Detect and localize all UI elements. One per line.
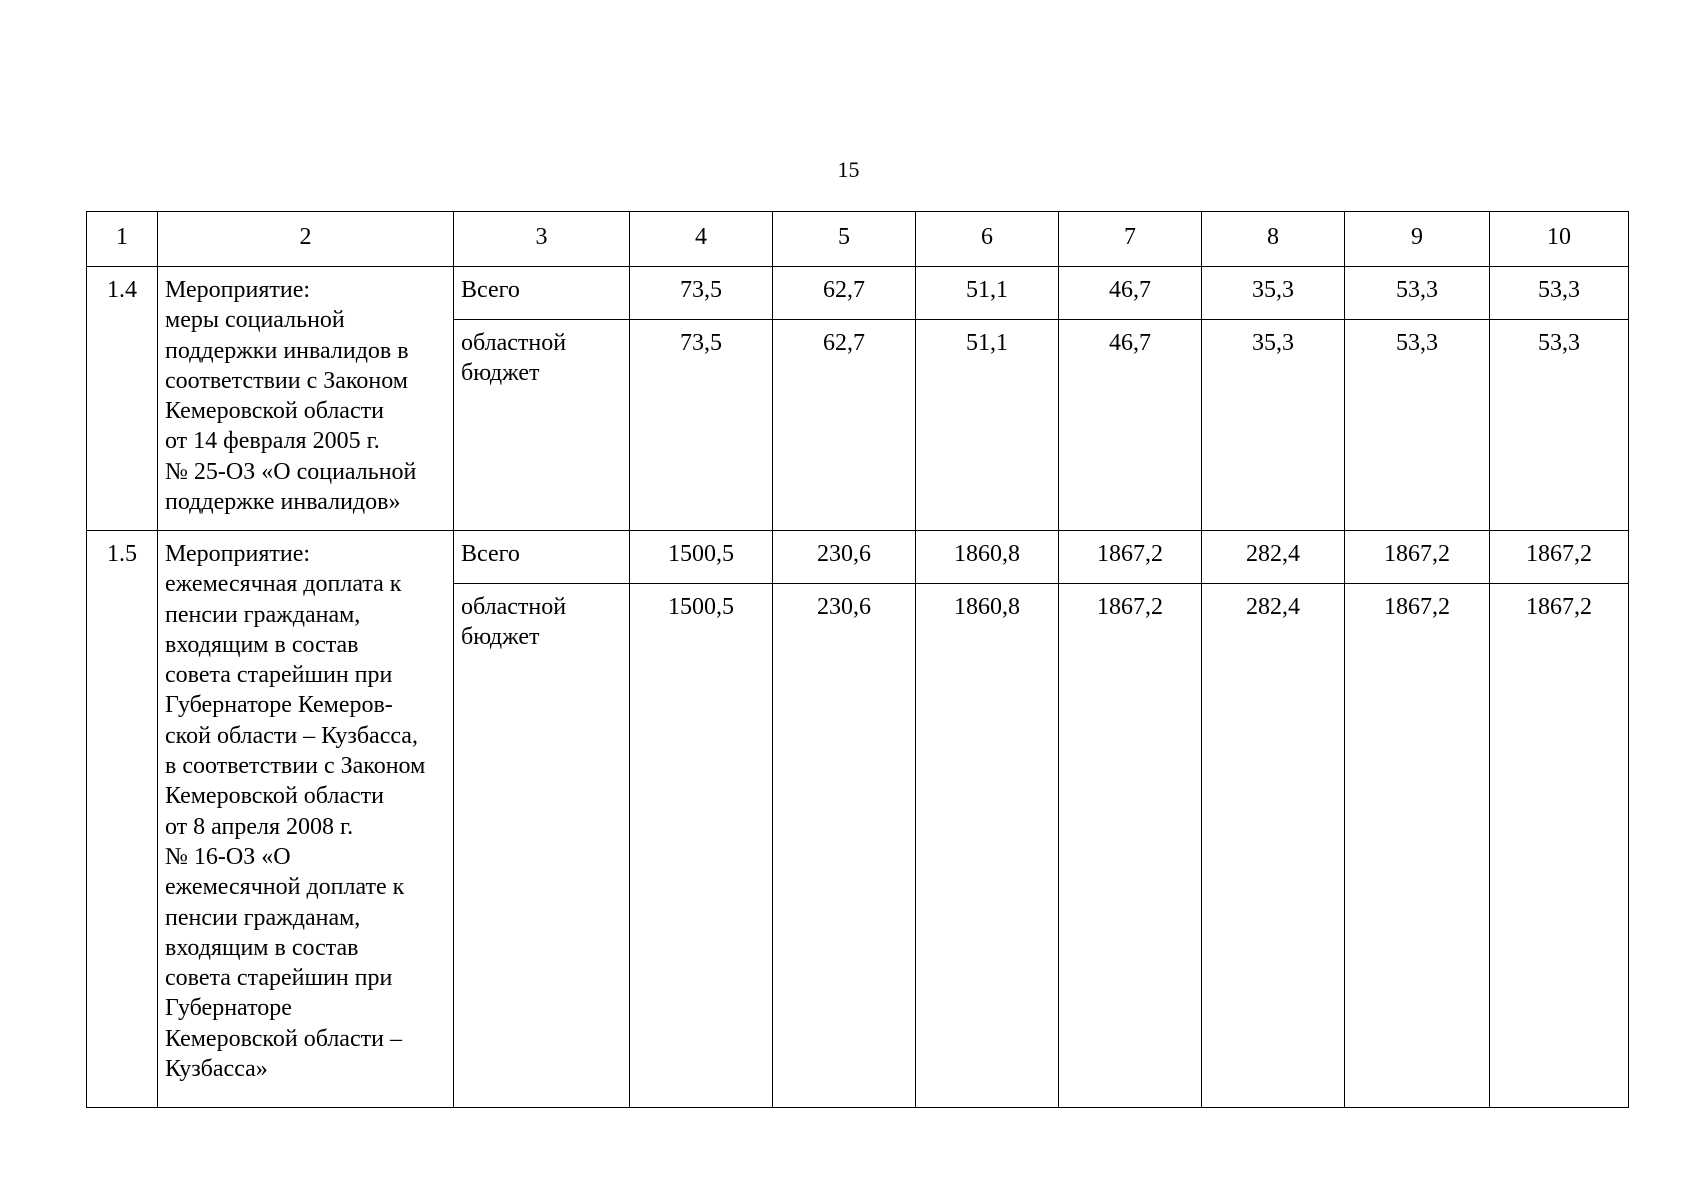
value-cell: 53,3 [1345,267,1490,320]
measure-name-line: меры социальной [165,307,345,334]
value-cell: 230,6 [773,531,916,584]
value-cell: 73,5 [630,267,773,320]
value-cell: 51,1 [916,320,1059,531]
value-cell: 1860,8 [916,531,1059,584]
funding-source [454,320,630,531]
measure-name [158,267,454,531]
column-header: 6 [916,212,1059,267]
value-cell: 46,7 [1059,320,1202,531]
column-header: 3 [454,212,630,267]
value-cell: 282,4 [1202,584,1345,1108]
funding-source-line: бюджет [461,360,540,387]
column-header: 2 [158,212,454,267]
measure-name-line: Кузбасса» [165,1056,268,1083]
column-header: 7 [1059,212,1202,267]
measure-name-line: входящим в состав [165,631,359,658]
funding-source-line: областной [461,594,567,620]
value-cell: 1867,2 [1345,531,1490,584]
measure-name-line: соответствии с Законом [165,367,408,394]
measure-name-line: Губернаторе [165,995,292,1022]
funding-source [454,584,630,1108]
value-cell: 1867,2 [1059,584,1202,1108]
table-row-1-5-total [87,531,1629,584]
measure-name-line: пенсии гражданам, [165,601,361,628]
measure-name-line: входящим в состав [165,934,359,961]
measure-name-line: совета старейшин при [165,662,393,689]
value-cell: 53,3 [1345,320,1490,531]
column-header: 8 [1202,212,1345,267]
table-row-1-4-total [87,267,1629,320]
value-cell: 35,3 [1202,320,1345,531]
measure-name-line: Мероприятие: [165,277,311,303]
measure-name-line: ской области – Кузбасса, [165,722,418,749]
value-cell: 1867,2 [1490,584,1629,1108]
measure-name-line: Мероприятие: [165,541,311,567]
column-header: 1 [87,212,158,267]
value-cell: 1867,2 [1345,584,1490,1108]
measure-name-line: Кемеровской области [165,398,384,425]
funding-source: Всего [454,531,630,584]
value-cell: 53,3 [1490,320,1629,531]
row-number: 1.4 [87,267,158,531]
measure-name-line: в соответствии с Законом [165,753,426,780]
value-cell: 46,7 [1059,267,1202,320]
measure-name-line: совета старейшин при [165,965,393,992]
measure-name-line: пенсии гражданам, [165,904,361,931]
value-cell: 35,3 [1202,267,1345,320]
measure-name-line: от 14 февраля 2005 г. [165,428,380,455]
value-cell: 230,6 [773,584,916,1108]
value-cell: 1867,2 [1490,531,1629,584]
measure-name-line: № 25-ОЗ «О социальной [165,458,417,485]
value-cell: 62,7 [773,320,916,531]
value-cell: 51,1 [916,267,1059,320]
value-cell: 1500,5 [630,531,773,584]
column-header: 9 [1345,212,1490,267]
row-number: 1.5 [87,531,158,1108]
column-header: 4 [630,212,773,267]
column-header: 10 [1490,212,1629,267]
measure-name-line: № 16-ОЗ «О [165,843,291,870]
measure-name-line: Кемеровской области – [165,1025,402,1052]
value-cell: 73,5 [630,320,773,531]
value-cell: 62,7 [773,267,916,320]
column-header: 5 [773,212,916,267]
measure-name-line: от 8 апреля 2008 г. [165,813,354,840]
value-cell: 282,4 [1202,531,1345,584]
measure-name-line: поддержки инвалидов в [165,337,409,364]
value-cell: 53,3 [1490,267,1629,320]
measure-name-line: Губернаторе Кемеров- [165,692,393,719]
measure-name-line: ежемесячная доплата к [165,571,402,598]
value-cell: 1867,2 [1059,531,1202,584]
funding-source-line: бюджет [461,624,540,651]
table-header-row [87,212,1629,267]
funding-source: Всего [454,267,630,320]
measure-name-line: Кемеровской области [165,783,384,810]
budget-table [86,211,1629,1108]
measure-name-line: ежемесячной доплате к [165,874,405,901]
measure-name-line: поддержке инвалидов» [165,489,401,516]
value-cell: 1500,5 [630,584,773,1108]
value-cell: 1860,8 [916,584,1059,1108]
funding-source-line: областной [461,330,567,356]
page-number: 15 [837,157,860,182]
measure-name [158,531,454,1108]
